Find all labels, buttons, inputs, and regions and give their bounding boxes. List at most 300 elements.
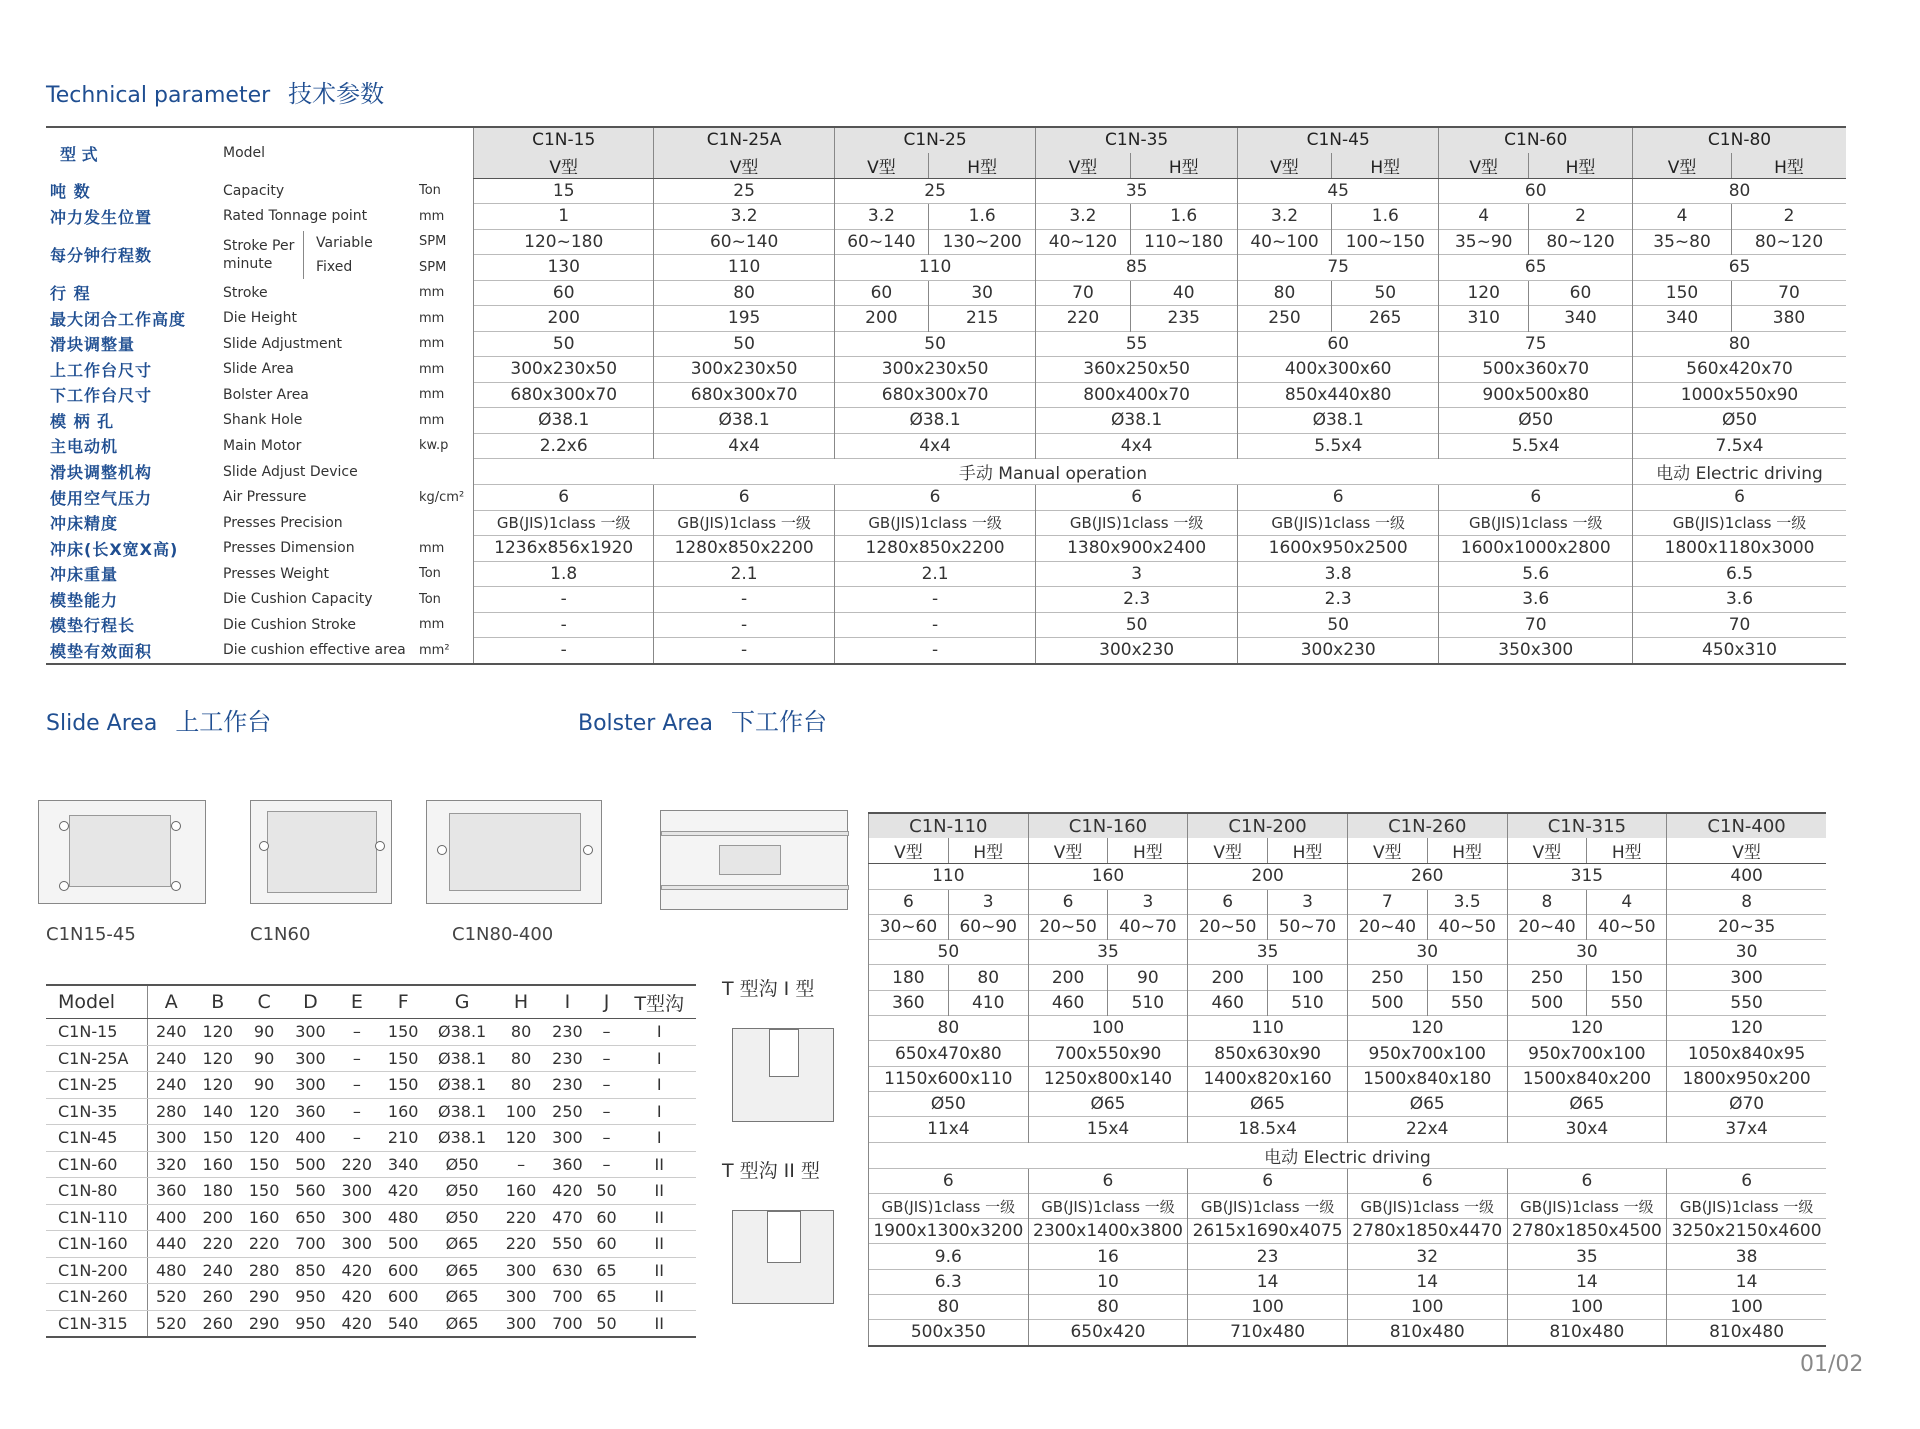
param-value: GB(JIS)1class 一级 [869, 1193, 1029, 1218]
param-value: 1.6 [929, 204, 1036, 230]
large-model-row [869, 889, 1827, 914]
param-value: 250 [1347, 965, 1427, 990]
type-label: H型 [929, 153, 1036, 179]
param-value: 150 [1587, 965, 1667, 990]
param-value: 25 [834, 178, 1036, 204]
dimension-value: 360 [544, 1151, 590, 1178]
type-label: H型 [1732, 153, 1847, 179]
dimension-value: 420 [334, 1257, 380, 1284]
param-value: Ø38.1 [474, 408, 654, 434]
model-name: C1N-400 [1667, 813, 1826, 838]
dimension-value: 650 [287, 1204, 333, 1231]
param-value: 200 [1188, 864, 1348, 889]
dimension-value: 950 [287, 1284, 333, 1311]
dimension-value: II [622, 1310, 696, 1337]
type-label: H型 [1108, 838, 1188, 864]
dimension-value: Ø65 [426, 1284, 498, 1311]
param-value: 6.3 [869, 1269, 1029, 1294]
dimension-header: T型沟 [622, 985, 696, 1019]
param-value: 65 [1633, 255, 1846, 281]
param-value: 6 [1237, 485, 1439, 511]
param-label-en [219, 229, 415, 280]
param-value: - [834, 612, 1036, 638]
param-value: 300x230x50 [474, 357, 654, 383]
param-value: 200 [1028, 965, 1108, 990]
param-value: 1600x1000x2800 [1439, 536, 1633, 562]
dimension-value: 300 [287, 1019, 333, 1046]
dimension-value: 540 [380, 1310, 426, 1337]
param-value: 110 [869, 864, 1029, 889]
dimension-value: 440 [148, 1231, 195, 1258]
param-unit: mm [419, 361, 445, 377]
dimension-header: H [498, 985, 544, 1019]
param-label-cn: 下工作台尺寸 [50, 386, 153, 406]
param-value: 1250x800x140 [1028, 1066, 1188, 1091]
param-value: 130 [474, 255, 654, 281]
model-name: C1N-315 [46, 1310, 148, 1337]
dimension-value: I [622, 1072, 696, 1099]
param-value: 60~90 [948, 914, 1028, 939]
page-number: 01/02 [1800, 1352, 1864, 1377]
dimension-row [46, 1204, 696, 1231]
dimension-header: E [334, 985, 380, 1019]
param-value: 7 [1347, 889, 1427, 914]
param-value: 200 [474, 306, 654, 332]
param-value: 80 [1633, 331, 1846, 357]
param-value: 30~60 [869, 914, 949, 939]
param-row [46, 331, 1846, 357]
large-model-row [869, 1091, 1827, 1116]
param-value: 60~140 [834, 229, 928, 255]
param-value: 4 [1439, 204, 1529, 230]
param-value: 6 [1507, 1168, 1667, 1193]
dimension-value: 850 [287, 1257, 333, 1284]
param-value: 25 [654, 178, 834, 204]
dimension-value: – [591, 1072, 623, 1099]
t-slot-type-1-diagram [732, 1028, 834, 1122]
dimension-header: F [380, 985, 426, 1019]
param-value: 300x230 [1237, 638, 1439, 664]
stroke-per-minute-block [219, 231, 415, 279]
param-row [46, 459, 1846, 485]
dimension-value: 550 [544, 1231, 590, 1258]
dimension-row [46, 1151, 696, 1178]
param-value: 2 [1528, 204, 1632, 230]
dimension-value: 420 [380, 1178, 426, 1205]
param-value: 35 [1036, 178, 1238, 204]
param-value: 100 [1188, 1295, 1348, 1320]
param-label-en: Presses Weight [223, 565, 329, 582]
dimension-value: I [622, 1019, 696, 1046]
dimension-value: 600 [380, 1257, 426, 1284]
param-row [46, 306, 1846, 332]
param-value: 4x4 [1036, 433, 1238, 459]
param-value: 3250x2150x4600 [1667, 1219, 1826, 1244]
param-value: 6 [1439, 485, 1633, 511]
param-row [46, 485, 1846, 511]
slide-plate [449, 813, 581, 891]
param-value: - [474, 638, 654, 664]
dimension-value: 290 [241, 1310, 287, 1337]
param-value: - [654, 638, 834, 664]
param-value: 380 [1732, 306, 1847, 332]
param-value: 1800x1180x3000 [1633, 536, 1846, 562]
slide-diagram-c1n60 [250, 800, 392, 904]
dimension-value: – [498, 1151, 544, 1178]
dimension-value: 230 [544, 1045, 590, 1072]
dimension-value: 160 [498, 1178, 544, 1205]
dimension-row [46, 1098, 696, 1125]
dimension-value: – [591, 1151, 623, 1178]
dimension-value: II [622, 1151, 696, 1178]
type-label: V型 [1036, 153, 1130, 179]
param-label-en: Slide Area [223, 361, 294, 378]
large-model-row [869, 914, 1827, 939]
param-label-en: Bolster Area [223, 386, 309, 403]
dimension-value: 950 [287, 1310, 333, 1337]
param-value: 18.5x4 [1188, 1117, 1348, 1142]
param-row [46, 638, 1846, 664]
param-value: 40~70 [1108, 914, 1188, 939]
model-name: C1N-15 [46, 1019, 148, 1046]
param-unit: mm [419, 412, 445, 428]
param-value: 950x700x100 [1347, 1041, 1507, 1066]
param-value: Ø38.1 [1237, 408, 1439, 434]
fixed-label: Fixed [316, 258, 353, 275]
dimension-value: Ø50 [426, 1204, 498, 1231]
param-value: 电动 Electric driving [869, 1142, 1827, 1168]
dimension-value: – [591, 1045, 623, 1072]
param-label-cn: 上工作台尺寸 [50, 360, 153, 380]
param-value: 50 [834, 331, 1036, 357]
param-value: 550 [1427, 990, 1507, 1015]
param-label-en: Die Height [223, 310, 298, 327]
type-label: H型 [1587, 838, 1667, 864]
dimension-value: – [591, 1098, 623, 1125]
slide-area-dimension-table [46, 984, 696, 1338]
param-value: 23 [1188, 1244, 1348, 1269]
param-label-cn: 模垫能力 [50, 590, 119, 610]
large-model-row [869, 1244, 1827, 1269]
param-value: 340 [1633, 306, 1732, 332]
param-value: 550 [1587, 990, 1667, 1015]
param-value: - [474, 612, 654, 638]
dimension-value: 160 [380, 1098, 426, 1125]
param-value: 460 [1028, 990, 1108, 1015]
dimension-value: 65 [591, 1284, 623, 1311]
param-value: 30 [929, 280, 1036, 306]
param-value: Ø65 [1188, 1091, 1348, 1116]
param-value: 130~200 [929, 229, 1036, 255]
dimension-value: 300 [334, 1231, 380, 1258]
param-unit: SPM [419, 234, 447, 250]
dimension-value: 280 [241, 1257, 287, 1284]
param-row [46, 433, 1846, 459]
dimension-value: 240 [195, 1257, 241, 1284]
dimension-value: 150 [195, 1125, 241, 1152]
large-model-row [869, 1142, 1827, 1168]
param-value: 3.6 [1439, 587, 1633, 613]
dimension-value: 250 [544, 1098, 590, 1125]
param-value: GB(JIS)1class 一级 [654, 510, 834, 536]
dimension-value: Ø38.1 [426, 1072, 498, 1099]
param-value: 315 [1507, 864, 1667, 889]
dimension-value: Ø65 [426, 1231, 498, 1258]
param-value: 1380x900x2400 [1036, 536, 1238, 562]
dimension-value: 420 [544, 1178, 590, 1205]
param-value: 100 [1268, 965, 1348, 990]
dimension-value: 520 [148, 1310, 195, 1337]
dimension-value: 260 [195, 1310, 241, 1337]
param-value: 220 [1036, 306, 1130, 332]
param-row [46, 229, 1846, 255]
param-value: 60 [474, 280, 654, 306]
dimension-value: Ø50 [426, 1178, 498, 1205]
param-label-en: Capacity [223, 182, 285, 199]
param-value: 400 [1667, 864, 1826, 889]
dimension-value: 140 [195, 1098, 241, 1125]
model-name: C1N-45 [46, 1125, 148, 1152]
param-value: Ø38.1 [834, 408, 1036, 434]
param-value: 195 [654, 306, 834, 332]
param-value: 3.2 [654, 204, 834, 230]
param-value: GB(JIS)1class 一级 [1507, 1193, 1667, 1218]
dimension-value: 500 [287, 1151, 333, 1178]
param-value: 50~70 [1268, 914, 1348, 939]
param-label-en: Rated Tonnage point [223, 208, 368, 225]
param-label-cn: 滑块调整量 [50, 335, 136, 355]
dimension-value: 220 [498, 1204, 544, 1231]
param-unit: SPM [419, 259, 447, 275]
param-value: 3.6 [1633, 587, 1846, 613]
large-model-row [869, 1219, 1827, 1244]
param-label-en: Die Cushion Capacity [223, 591, 373, 608]
large-model-row [869, 1117, 1827, 1142]
param-value: 900x500x80 [1439, 382, 1633, 408]
param-value: 3.5 [1427, 889, 1507, 914]
bolster-title-cn: 下工作台 [730, 708, 827, 736]
dimension-value: 480 [148, 1257, 195, 1284]
dimension-header: A [148, 985, 195, 1019]
param-value: 360 [869, 990, 949, 1015]
dimension-row [46, 1019, 696, 1046]
param-value: 360x250x50 [1036, 357, 1238, 383]
param-value: 3 [1108, 889, 1188, 914]
dimension-value: – [591, 1125, 623, 1152]
model-name: C1N-160 [1028, 813, 1188, 838]
dimension-value: 180 [195, 1178, 241, 1205]
param-value: 40 [1130, 280, 1237, 306]
param-value: 10 [1028, 1269, 1188, 1294]
param-value: 50 [869, 940, 1029, 965]
dimension-value: 100 [498, 1098, 544, 1125]
param-value: 2.1 [654, 561, 834, 587]
dimension-value: – [334, 1019, 380, 1046]
dimension-value: 150 [241, 1178, 287, 1205]
param-value: 110 [1188, 1016, 1348, 1041]
mount-hole [171, 881, 181, 891]
param-value: 5.5x4 [1237, 433, 1439, 459]
large-model-row [869, 1295, 1827, 1320]
technical-parameter-table [46, 126, 1846, 665]
param-label-cn: 模垫有效面积 [46, 638, 219, 664]
slide-plate [69, 815, 171, 887]
variable-label: Variable [316, 234, 373, 251]
type-label: V型 [1633, 153, 1732, 179]
dimension-row [46, 1257, 696, 1284]
param-value: 80 [654, 280, 834, 306]
param-value: 650x470x80 [869, 1041, 1029, 1066]
param-value: 560x420x70 [1633, 357, 1846, 383]
dimension-value: 400 [287, 1125, 333, 1152]
dimension-value: II [622, 1204, 696, 1231]
dimension-value: 150 [380, 1072, 426, 1099]
type-label: H型 [1332, 153, 1439, 179]
param-row [46, 561, 1846, 587]
param-value: 2.1 [834, 561, 1036, 587]
mount-hole [259, 841, 269, 851]
param-value: 4x4 [834, 433, 1036, 459]
dimension-header: I [544, 985, 590, 1019]
param-value: 450x310 [1633, 638, 1846, 664]
dimension-value: 60 [591, 1204, 623, 1231]
param-value: 100 [1028, 1016, 1188, 1041]
dimension-value: – [334, 1045, 380, 1072]
param-value: 50 [1332, 280, 1439, 306]
param-value: 60 [1528, 280, 1632, 306]
param-value: 70 [1439, 612, 1633, 638]
param-value: 4x4 [654, 433, 834, 459]
param-value: Ø50 [1633, 408, 1846, 434]
dimension-header: Model [46, 985, 148, 1019]
dimension-row [46, 1072, 696, 1099]
param-value: 2.2x6 [474, 433, 654, 459]
dimension-value: 360 [148, 1178, 195, 1205]
slide-plate [267, 811, 377, 893]
param-value: 6 [1028, 1168, 1188, 1193]
large-model-row [869, 1168, 1827, 1193]
dimension-value: 220 [498, 1231, 544, 1258]
param-value: 1.8 [474, 561, 654, 587]
param-value: 1.6 [1130, 204, 1237, 230]
param-label-cn: 行 程 [50, 284, 91, 304]
param-value: 3.2 [1237, 204, 1331, 230]
large-model-row [869, 1269, 1827, 1294]
param-value: 510 [1108, 990, 1188, 1015]
param-value: 500 [1507, 990, 1587, 1015]
param-value: 2.3 [1237, 587, 1439, 613]
param-unit: mm [419, 540, 445, 556]
dimension-value: 300 [287, 1072, 333, 1099]
slide-title-en: Slide Area [46, 711, 158, 736]
param-value: 35~90 [1439, 229, 1529, 255]
type-label: V型 [474, 153, 654, 179]
param-value: 215 [929, 306, 1036, 332]
dimension-value: 520 [148, 1284, 195, 1311]
large-model-row [869, 864, 1827, 889]
param-value: GB(JIS)1class 一级 [474, 510, 654, 536]
slide-diagram-c1n15-45 [38, 800, 206, 904]
param-unit: mm [419, 387, 445, 403]
param-value: 2615x1690x4075 [1188, 1219, 1348, 1244]
large-model-row [869, 940, 1827, 965]
param-value: GB(JIS)1class 一级 [1237, 510, 1439, 536]
param-value: 810x480 [1507, 1320, 1667, 1346]
dimension-value: Ø38.1 [426, 1125, 498, 1152]
diagram-caption: C1N60 [250, 924, 311, 945]
param-value: 810x480 [1347, 1320, 1507, 1346]
dimension-value: 300 [287, 1045, 333, 1072]
dimension-value: 200 [195, 1204, 241, 1231]
param-value: 35~80 [1633, 229, 1732, 255]
param-value: 3.8 [1237, 561, 1439, 587]
dimension-value: 150 [380, 1019, 426, 1046]
param-value: 1280x850x2200 [834, 536, 1036, 562]
param-value: 85 [1036, 255, 1238, 281]
dimension-value: 700 [287, 1231, 333, 1258]
slide-diagram-c1n80-400 [426, 800, 602, 904]
dimension-value: – [334, 1125, 380, 1152]
model-name: C1N-110 [46, 1204, 148, 1231]
param-value: 810x480 [1667, 1320, 1826, 1346]
param-value: 80 [1028, 1295, 1188, 1320]
param-value: 75 [1237, 255, 1439, 281]
param-value: 30 [1507, 940, 1667, 965]
param-value: 20~50 [1188, 914, 1268, 939]
param-value: 80 [869, 1295, 1029, 1320]
param-label-en: Air Pressure [223, 489, 307, 506]
param-value: 650x420 [1028, 1320, 1188, 1346]
param-value: 55 [1036, 331, 1238, 357]
dimension-value: 210 [380, 1125, 426, 1152]
param-value: 120 [1667, 1016, 1826, 1041]
param-value: 2780x1850x4470 [1347, 1219, 1507, 1244]
large-model-parameter-table [868, 812, 1826, 1347]
bolster-title-en: Bolster Area [578, 711, 713, 736]
param-value: 340 [1528, 306, 1632, 332]
diagram-caption: C1N15-45 [46, 924, 136, 945]
param-value: 45 [1237, 178, 1439, 204]
param-value: 1000x550x90 [1633, 382, 1846, 408]
param-value: 2300x1400x3800 [1028, 1219, 1188, 1244]
model-name: C1N-35 [46, 1098, 148, 1125]
param-value: 300x230x50 [654, 357, 834, 383]
param-value: 3 [948, 889, 1028, 914]
param-row [46, 357, 1846, 383]
dimension-value: 230 [544, 1072, 590, 1099]
type-label: V型 [1507, 838, 1587, 864]
param-value: 120~180 [474, 229, 654, 255]
dimension-value: 280 [148, 1098, 195, 1125]
param-value: 950x700x100 [1507, 1041, 1667, 1066]
dimension-row [46, 1045, 696, 1072]
param-value: 35 [1188, 940, 1348, 965]
type-label: H型 [1528, 153, 1632, 179]
param-value: 60 [1237, 331, 1439, 357]
model-name: C1N-25A [654, 127, 834, 153]
param-value: 4 [1633, 204, 1732, 230]
param-value: 510 [1268, 990, 1348, 1015]
param-value: 9.6 [869, 1244, 1029, 1269]
param-label-en: Slide Adjustment [223, 335, 342, 352]
tech-section-title [46, 74, 384, 109]
large-model-row [869, 1016, 1827, 1041]
param-value: 7.5x4 [1633, 433, 1846, 459]
dimension-value: 480 [380, 1204, 426, 1231]
param-unit: Ton [419, 183, 441, 199]
param-value: 300 [1667, 965, 1826, 990]
param-value: 8 [1507, 889, 1587, 914]
